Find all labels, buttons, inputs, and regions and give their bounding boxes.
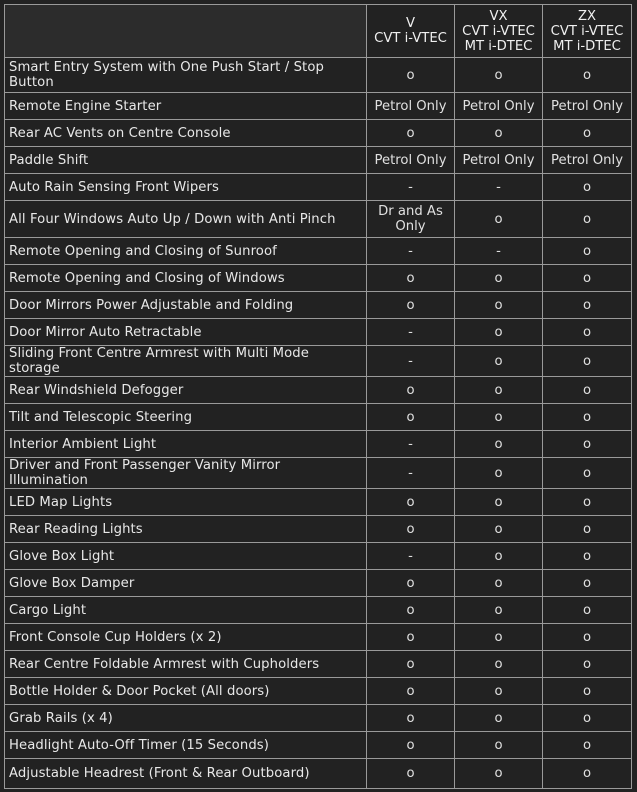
availability-cell-v: Petrol Only [367,93,455,120]
availability-cell-zx: o [543,624,632,651]
availability-cell-zx: o [543,404,632,431]
feature-name-cell: Headlight Auto-Off Timer (15 Seconds) [5,732,367,759]
availability-cell-vx: o [455,678,543,705]
header-feature-cell [5,5,367,58]
availability-cell-vx: o [455,570,543,597]
availability-cell-zx: o [543,431,632,458]
availability-cell-zx: o [543,705,632,732]
table-row [5,404,632,431]
availability-cell-zx: o [543,516,632,543]
availability-cell-v: o [367,265,455,292]
availability-cell-vx: o [455,705,543,732]
table-row [5,93,632,120]
feature-name-cell: Bottle Holder & Door Pocket (All doors) [5,678,367,705]
availability-cell-v: Dr and As Only [367,201,455,238]
table-row [5,624,632,651]
spec-table-container [4,4,631,789]
availability-cell-zx: o [543,120,632,147]
table-row [5,570,632,597]
availability-cell-v: o [367,570,455,597]
variant-name: VX [489,8,508,24]
variant-engine: CVT i-VTEC [374,31,447,46]
availability-cell-v: - [367,431,455,458]
availability-cell-zx: o [543,319,632,346]
table-row [5,678,632,705]
availability-cell-v: - [367,543,455,570]
availability-cell-v: o [367,516,455,543]
feature-name-cell: Rear Centre Foldable Armrest with Cupholders [5,651,367,678]
variant-engine: CVT i-VTEC [550,23,624,39]
availability-cell-v: o [367,292,455,319]
availability-cell-v: o [367,705,455,732]
availability-cell-vx: Petrol Only [455,93,543,120]
table-row [5,319,632,346]
variant-engine: MT i-DTEC [553,38,621,54]
availability-cell-vx: o [455,458,543,489]
availability-cell-v: o [367,651,455,678]
feature-name-cell: Door Mirrors Power Adjustable and Folding [5,292,367,319]
availability-cell-v: o [367,404,455,431]
availability-cell-zx: o [543,377,632,404]
variant-name: ZX [577,8,597,24]
header-variant-v [367,5,455,58]
feature-name-cell: Rear Reading Lights [5,516,367,543]
feature-name-cell: Grab Rails (x 4) [5,705,367,732]
availability-cell-zx: o [543,238,632,265]
feature-name-cell: Remote Opening and Closing of Sunroof [5,238,367,265]
availability-cell-vx: o [455,489,543,516]
availability-cell-vx: o [455,120,543,147]
availability-cell-vx: o [455,624,543,651]
feature-name-cell: LED Map Lights [5,489,367,516]
availability-cell-v: - [367,238,455,265]
feature-name-cell: Glove Box Damper [5,570,367,597]
availability-cell-vx: o [455,431,543,458]
table-row [5,120,632,147]
feature-name-cell: Remote Opening and Closing of Windows [5,265,367,292]
availability-cell-v: Petrol Only [367,147,455,174]
availability-cell-vx: - [455,174,543,201]
availability-cell-vx: o [455,265,543,292]
feature-name-cell: Rear AC Vents on Centre Console [5,120,367,147]
table-row [5,651,632,678]
feature-name-cell: Sliding Front Centre Armrest with Multi Mode storage [5,346,367,377]
availability-cell-zx: o [543,759,632,789]
table-row [5,238,632,265]
table-body [5,58,632,789]
availability-cell-zx: o [543,58,632,93]
availability-cell-zx: Petrol Only [543,147,632,174]
availability-cell-vx: o [455,292,543,319]
availability-cell-zx: o [543,570,632,597]
availability-cell-v: o [367,597,455,624]
feature-name-cell: Adjustable Headrest (Front & Rear Outboard) [5,759,367,789]
availability-cell-v: o [367,58,455,93]
availability-cell-v: o [367,489,455,516]
availability-cell-v: o [367,732,455,759]
availability-cell-zx: o [543,174,632,201]
availability-cell-zx: o [543,597,632,624]
availability-cell-vx: o [455,651,543,678]
availability-cell-vx: o [455,377,543,404]
header-variant-zx [543,5,632,58]
feature-name-cell: All Four Windows Auto Up / Down with Anti Pinch [5,201,367,238]
availability-cell-vx: o [455,543,543,570]
feature-name-cell: Driver and Front Passenger Vanity Mirror Illumination [5,458,367,489]
table-row [5,265,632,292]
table-row [5,732,632,759]
availability-cell-v: o [367,759,455,789]
availability-cell-vx: o [455,759,543,789]
feature-name-cell: Auto Rain Sensing Front Wipers [5,174,367,201]
table-row [5,174,632,201]
availability-cell-zx: o [543,489,632,516]
variant-engine: CVT i-VTEC [462,23,535,39]
feature-name-cell: Interior Ambient Light [5,431,367,458]
availability-cell-vx: o [455,516,543,543]
availability-cell-zx: Petrol Only [543,93,632,120]
feature-name-cell: Rear Windshield Defogger [5,377,367,404]
table-row [5,346,632,377]
table-row [5,201,632,238]
table-row [5,58,632,93]
feature-name-cell: Paddle Shift [5,147,367,174]
availability-cell-zx: o [543,678,632,705]
availability-cell-vx: o [455,319,543,346]
table-row [5,705,632,732]
availability-cell-v: - [367,174,455,201]
feature-name-cell: Smart Entry System with One Push Start / Stop Button [5,58,367,93]
variant-engine: MT i-DTEC [464,38,533,54]
availability-cell-vx: Petrol Only [455,147,543,174]
availability-cell-v: - [367,319,455,346]
table-row [5,292,632,319]
table-row [5,489,632,516]
table-row [5,516,632,543]
table-row [5,543,632,570]
availability-cell-zx: o [543,201,632,238]
availability-cell-vx: - [455,238,543,265]
table-row [5,458,632,489]
table-row [5,147,632,174]
feature-name-cell: Remote Engine Starter [5,93,367,120]
availability-cell-zx: o [543,265,632,292]
availability-cell-vx: o [455,201,543,238]
header-variant-vx [455,5,543,58]
feature-name-cell: Door Mirror Auto Retractable [5,319,367,346]
availability-cell-vx: o [455,404,543,431]
availability-cell-v: o [367,624,455,651]
availability-cell-zx: o [543,543,632,570]
table-row [5,597,632,624]
table-header-row [5,5,632,58]
availability-cell-zx: o [543,651,632,678]
availability-cell-v: - [367,346,455,377]
feature-name-cell: Front Console Cup Holders (x 2) [5,624,367,651]
variant-name: V [405,16,416,31]
availability-cell-zx: o [543,458,632,489]
feature-name-cell: Glove Box Light [5,543,367,570]
availability-cell-vx: o [455,732,543,759]
availability-cell-v: o [367,678,455,705]
availability-cell-v: - [367,458,455,489]
availability-cell-vx: o [455,597,543,624]
availability-cell-zx: o [543,292,632,319]
table-row [5,759,632,789]
availability-cell-v: o [367,377,455,404]
feature-name-cell: Cargo Light [5,597,367,624]
availability-cell-zx: o [543,346,632,377]
availability-cell-v: o [367,120,455,147]
table-row [5,431,632,458]
features-comparison-table [4,4,632,789]
feature-name-cell: Tilt and Telescopic Steering [5,404,367,431]
availability-cell-vx: o [455,346,543,377]
table-row [5,377,632,404]
availability-cell-vx: o [455,58,543,93]
availability-cell-zx: o [543,732,632,759]
